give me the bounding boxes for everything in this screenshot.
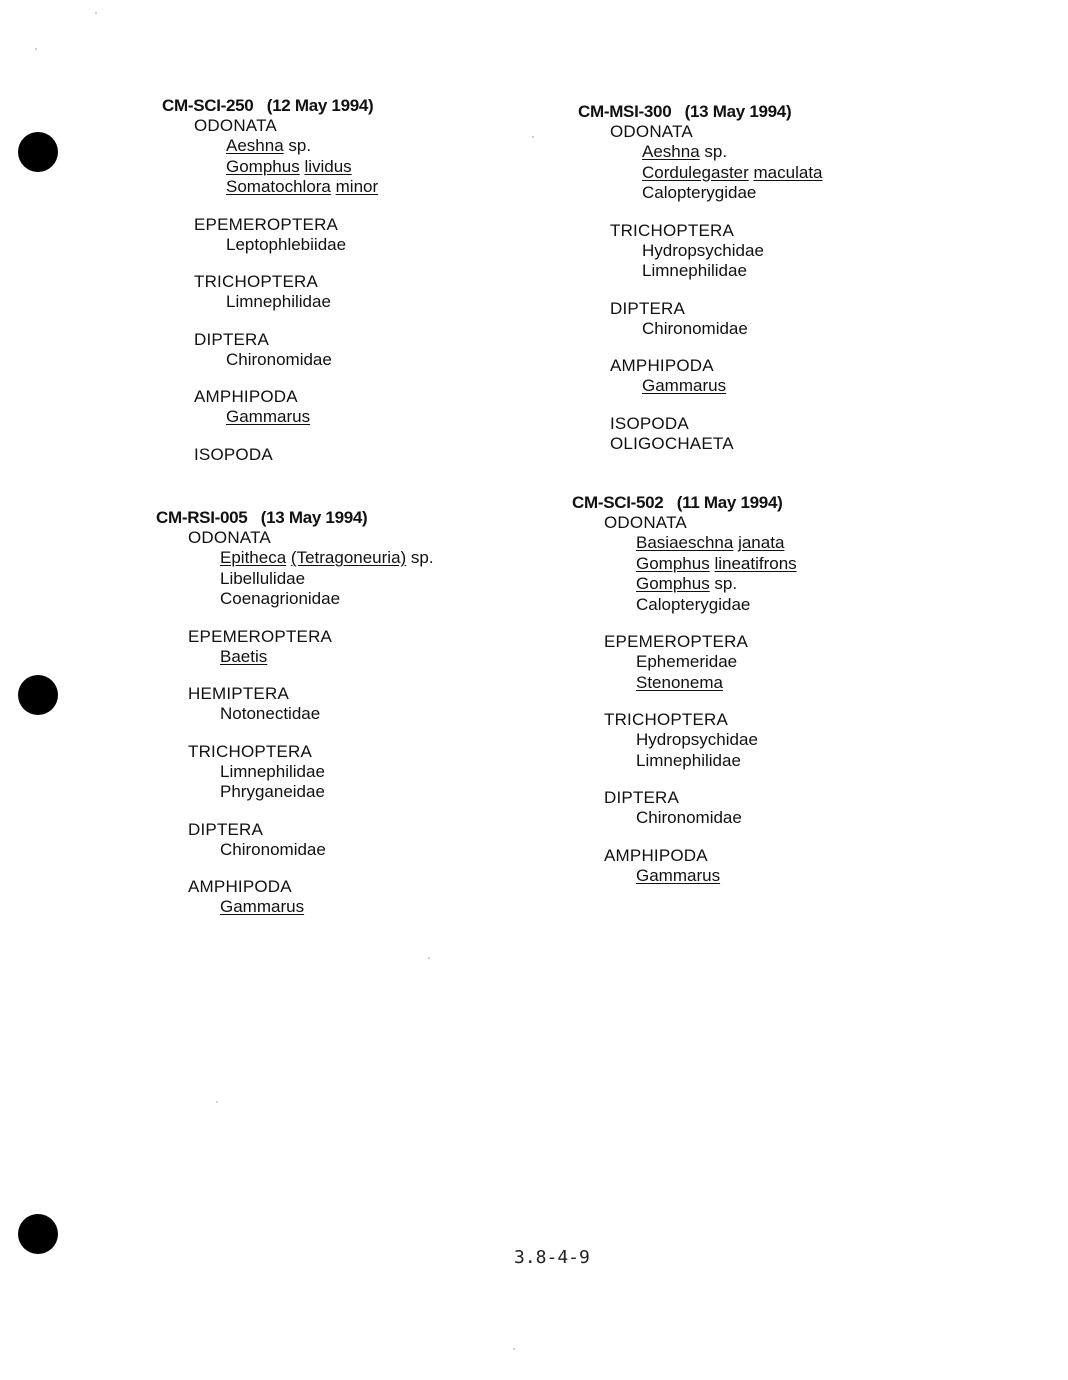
taxon-name [642,376,823,397]
taxon-name [220,548,434,569]
taxon-name [220,589,434,610]
taxa-list [220,704,434,725]
taxon-name [642,142,823,163]
taxon-part: Limnephilidae [642,261,747,280]
taxon-name [642,319,823,340]
taxon-name [636,652,797,673]
taxon-part: Chironomidae [642,318,748,338]
order-name: ODONATA [604,513,687,532]
order-group [156,877,434,918]
taxon-part: Stenonema [636,672,723,692]
taxon-part: Aeshna [226,136,284,155]
taxon-name [636,751,797,772]
taxon-name [220,782,434,803]
taxon-part: Libellulidae [220,568,306,588]
taxon-name [642,183,823,204]
taxon-part: Gammarus [220,897,305,916]
station-title [162,96,378,116]
title-spacer [663,493,676,512]
taxon-part: Gammarus [636,865,721,885]
taxon-name [636,554,797,575]
taxon-name [220,647,434,668]
punch-hole-middle [18,675,58,715]
station-date: (11 May 1994) [676,493,783,512]
title-spacer [671,102,684,121]
taxon-part: Leptophlebiidae [226,234,347,254]
station-block [572,493,797,903]
taxon-name [642,163,823,184]
station-id: CM-MSI-300 [578,102,672,121]
taxon-name [226,350,378,371]
taxa-list [220,647,434,668]
taxa-list [226,292,378,313]
taxon-part: Calopterygidae [636,594,751,614]
order-name: DIPTERA [604,788,680,807]
taxon-part: Calopterygidae [642,183,757,202]
title-spacer [247,508,260,527]
scan-speck [216,1101,218,1103]
taxon-name [642,261,823,282]
order-name: AMPHIPODA [604,845,708,865]
taxon-name [226,157,378,178]
taxon-name [636,533,797,554]
taxon-part: sp. [709,574,738,593]
order-group [162,330,378,371]
taxon-part: Limnephilidae [636,750,741,770]
order-group [572,788,797,829]
order-name: EPEMEROPTERA [194,214,339,234]
taxon-part: Gomphus [226,156,300,176]
order-name: AMPHIPODA [194,387,298,406]
taxon-part: Epitheca [220,548,287,567]
taxon-part: lividus [304,156,352,176]
order-name: OLIGOCHAETA [610,433,734,453]
station-id: CM-RSI-005 [156,508,248,527]
taxon-part: sp. [699,142,728,161]
taxa-list [226,136,378,198]
station-block [156,508,434,935]
station-date: (13 May 1994) [684,102,792,121]
taxon-part: Baetis [220,646,268,666]
order-group [572,632,797,693]
taxa-list [642,319,823,340]
order-name: TRICHOPTERA [610,220,735,240]
taxon-part: (Tetragoneuria) [290,548,407,567]
station-id: CM-SCI-250 [162,96,254,115]
taxa-list [636,730,797,771]
order-name: ISOPODA [194,444,273,464]
taxa-list [636,866,797,887]
order-group [156,627,434,668]
taxon-name [636,730,797,751]
station-title [156,508,434,528]
taxa-list [636,533,797,615]
order-name: TRICHOPTERA [604,710,729,729]
order-group [162,215,378,256]
taxa-list [226,407,378,428]
order-group [572,846,797,887]
taxon-part: sp. [406,548,434,567]
order-group [156,684,434,725]
order-name: AMPHIPODA [188,877,292,896]
order-name: DIPTERA [188,819,264,839]
order-group [572,710,797,771]
order-name: HEMIPTERA [188,684,289,703]
order-name: EPEMEROPTERA [604,632,749,651]
order-name: DIPTERA [610,298,686,318]
taxon-name [226,407,378,428]
taxon-part: minor [335,177,379,196]
taxon-part: maculata [753,162,823,182]
order-group [578,356,823,397]
order-group [578,434,823,454]
station-title [578,102,823,122]
taxon-name [636,595,797,616]
taxon-part: janata [738,533,785,552]
order-group [156,528,434,610]
order-group [578,122,823,204]
taxon-name [220,762,434,783]
station-block [162,96,378,482]
order-name: TRICHOPTERA [188,741,313,761]
taxon-part: Cordulegaster [642,162,749,182]
order-group [156,820,434,861]
order-group [578,414,823,434]
station-block [578,102,823,471]
taxon-part: Limnephilidae [220,761,325,781]
page-number: 3.8-4-9 [514,1247,590,1268]
order-group [572,513,797,615]
order-name: DIPTERA [194,329,270,349]
order-name: ODONATA [610,122,693,141]
taxon-name [226,136,378,157]
station-title [572,493,797,513]
taxon-name [220,840,434,861]
order-group [578,221,823,282]
taxon-part: Hydropsychidae [642,240,764,260]
taxon-part: Gomphus [636,574,710,593]
order-group [156,742,434,803]
order-group [162,116,378,198]
taxon-part: Notonectidae [220,704,321,723]
taxa-list [226,235,378,256]
taxon-name [636,574,797,595]
taxa-list [642,142,823,204]
taxon-name [636,808,797,829]
scan-speck [428,957,430,959]
station-date: (13 May 1994) [260,508,368,527]
order-name: AMPHIPODA [610,356,714,375]
scan-speck [513,1348,515,1350]
taxon-part: Limnephilidae [226,292,331,311]
order-name: ISOPODA [610,413,689,433]
taxon-part: Aeshna [642,142,700,161]
taxa-list [220,762,434,803]
taxon-part: Coenagrionidae [220,589,341,608]
order-name: TRICHOPTERA [194,272,319,291]
taxon-name [226,235,378,256]
taxa-list [226,350,378,371]
taxon-part: Hydropsychidae [636,730,758,749]
taxon-part: Gammarus [226,407,311,426]
order-group [162,272,378,313]
taxon-name [220,704,434,725]
taxon-part: Somatochlora [226,177,331,196]
punch-hole-bottom [18,1214,58,1254]
taxon-part: sp. [283,136,312,155]
taxa-list [220,840,434,861]
taxa-list [642,376,823,397]
scan-speck [95,12,97,14]
taxon-part: lineatifrons [714,553,797,573]
title-spacer [253,96,266,115]
taxon-part: Chironomidae [220,839,326,859]
order-group [162,387,378,428]
taxa-list [636,652,797,693]
taxon-part: Ephemeridae [636,652,738,671]
taxon-part: Basiaeschna [636,533,734,552]
taxa-list [220,897,434,918]
station-date: (12 May 1994) [266,96,374,115]
taxon-part: Chironomidae [226,349,332,369]
punch-hole-top [18,132,58,172]
taxon-part: Gammarus [642,376,727,395]
order-name: EPEMEROPTERA [188,626,333,646]
taxa-list [220,548,434,610]
order-name: ODONATA [194,116,277,135]
taxon-name [636,673,797,694]
taxon-name [220,569,434,590]
order-group [162,445,378,465]
taxon-name [226,177,378,198]
order-name: ODONATA [188,528,271,547]
taxon-name [226,292,378,313]
order-group [578,299,823,340]
taxon-name [642,241,823,262]
taxa-list [636,808,797,829]
taxon-part: Gomphus [636,553,710,573]
scan-speck [35,48,37,50]
taxon-name [220,897,434,918]
taxa-list [642,241,823,282]
scan-speck [532,136,534,138]
station-id: CM-SCI-502 [572,493,664,512]
taxon-part: Phryganeidae [220,782,325,801]
taxon-part: Chironomidae [636,808,742,827]
taxon-name [636,866,797,887]
